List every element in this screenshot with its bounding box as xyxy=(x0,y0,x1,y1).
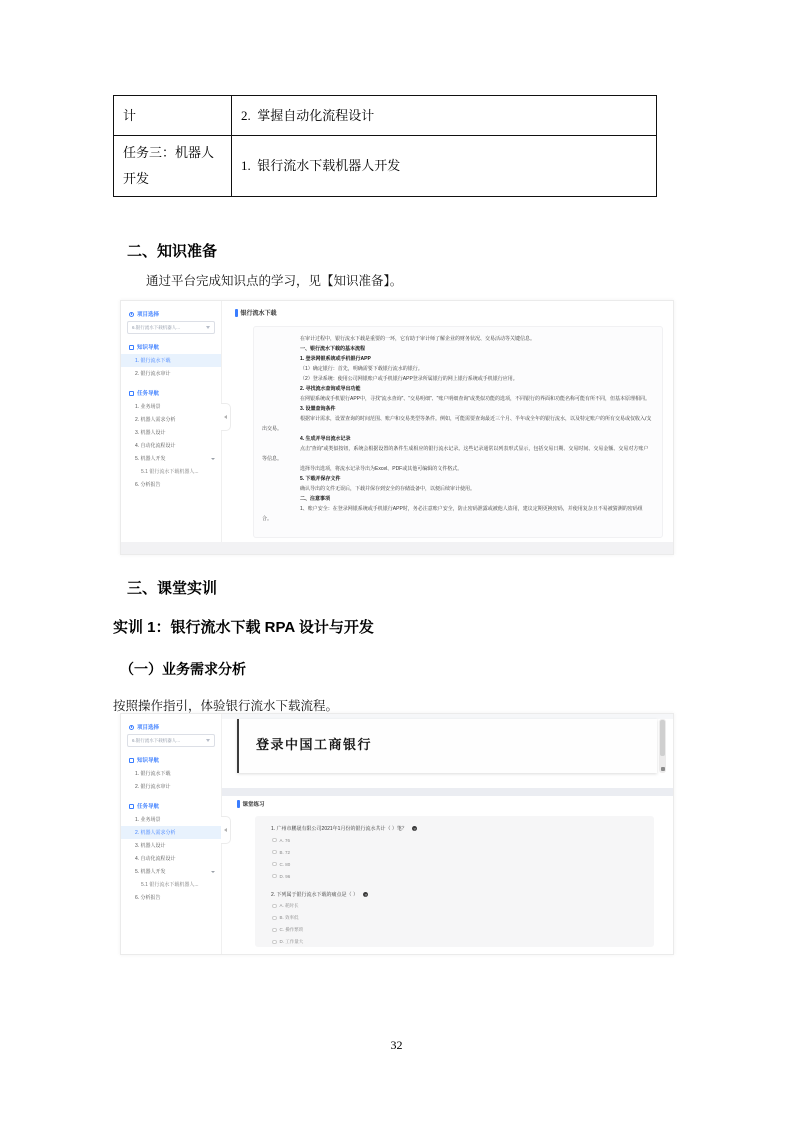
table-cell-task-label: 任务三：机器人开发 xyxy=(114,136,232,197)
quiz-option-label: C. 操作繁琐 xyxy=(279,927,304,932)
radio-icon xyxy=(272,850,277,855)
sidebar-item[interactable] xyxy=(121,452,221,465)
knowledge-paragraph: 确认导出的文件无误后，下载并保存到安全的存储设备中，以便后续审计使用。 xyxy=(300,486,476,492)
question-text-row xyxy=(271,825,654,832)
project-select-label: 项目选择 xyxy=(137,312,160,318)
knowledge-nav-list xyxy=(121,767,221,793)
quiz-option-label: A. 耗时长 xyxy=(279,903,299,908)
sidebar-item-label: 5. 机器人开发 xyxy=(135,869,166,875)
sidebar-item-label: 6. 分析报告 xyxy=(135,482,161,488)
list-icon xyxy=(129,804,134,809)
question-options xyxy=(255,900,654,947)
gear-icon xyxy=(129,725,134,730)
knowledge-text-panel xyxy=(253,326,663,538)
project-select-value: 6.银行流水下载机器人... xyxy=(132,737,181,743)
gear-icon xyxy=(129,312,134,317)
quiz-option-label: D. 96 xyxy=(279,873,291,879)
quiz-section-label: 课堂练习 xyxy=(242,802,265,808)
knowledge-paragraph: 一、银行流水下载的基本流程 xyxy=(300,346,366,352)
quiz-option-label: C. 80 xyxy=(279,861,291,867)
quiz-option[interactable] xyxy=(272,912,654,924)
sidebar-item-label: 2. 机器人需求分析 xyxy=(135,830,176,836)
card-left-edge xyxy=(237,719,239,773)
chevron-down-icon xyxy=(206,739,210,742)
radio-icon xyxy=(272,904,277,909)
section-heading-knowledge: 二、知识准备 xyxy=(127,243,218,260)
quiz-option[interactable] xyxy=(272,924,654,936)
sidebar-item-label: 1. 银行流水下载 xyxy=(135,358,171,364)
quiz-option[interactable] xyxy=(272,870,654,882)
help-icon[interactable] xyxy=(412,826,418,832)
sidebar-item-label: 3. 机器人设计 xyxy=(135,430,166,436)
sidebar-item-label: 5.1 银行流水下载机器人... xyxy=(141,469,199,475)
sidebar-item[interactable] xyxy=(121,478,221,491)
sidebar-item-label: 4. 自动化流程设计 xyxy=(135,443,176,449)
sidebar-item[interactable] xyxy=(121,413,221,426)
task-nav-header xyxy=(129,802,221,810)
knowledge-intro-paragraph: 通过平台完成知识点的学习，见【知识准备】。 xyxy=(146,274,403,288)
quiz-option[interactable] xyxy=(272,834,654,846)
sidebar-item-label: 2. 机器人需求分析 xyxy=(135,417,176,423)
platform-sidebar xyxy=(121,301,222,554)
platform-screenshot-task xyxy=(120,713,674,955)
quiz-card xyxy=(255,816,654,947)
question-text-row xyxy=(271,891,654,898)
bank-login-title: 登录中国工商银行 xyxy=(256,737,373,752)
task-nav-list xyxy=(121,400,221,491)
sidebar-item-label: 5. 机器人开发 xyxy=(135,456,166,462)
sidebar-item-label: 3. 机器人设计 xyxy=(135,843,166,849)
caret-down-icon xyxy=(211,871,215,873)
sidebar-item[interactable] xyxy=(121,439,221,452)
heading-practice-1: 实训 1：银行流水下载 RPA 设计与开发 xyxy=(113,619,374,636)
table-cell-task-label: 计 xyxy=(114,96,232,136)
project-select-header xyxy=(129,310,221,318)
table-cell-task-content: 1. 银行流水下载机器人开发 xyxy=(232,136,657,197)
quiz-option-label: B. 效率低 xyxy=(279,915,299,920)
chevron-left-icon xyxy=(224,828,227,832)
book-icon xyxy=(129,758,134,763)
table-cell-task-content: 2. 掌握自动化流程设计 xyxy=(232,96,657,136)
content-title: 银行流水下载 xyxy=(240,311,277,317)
knowledge-nav-header xyxy=(129,756,221,764)
sidebar-item-label: 4. 自动化流程设计 xyxy=(135,856,176,862)
section-heading-training: 三、课堂实训 xyxy=(127,580,218,597)
heading-business-analysis: （一）业务需求分析 xyxy=(120,661,246,677)
sidebar-item-label: 1. 业务场景 xyxy=(135,817,161,823)
quiz-option[interactable] xyxy=(272,846,654,858)
question-text: 2. 下列属于银行流水下载的痛点是（ ） xyxy=(271,892,358,898)
business-intro-paragraph: 按照操作指引，体验银行流水下载流程。 xyxy=(113,699,339,713)
knowledge-paragraph: 2. 寻找流水查询或导出功能 xyxy=(300,386,361,392)
sidebar-item[interactable] xyxy=(121,767,221,780)
knowledge-paragraph: 5. 下载并保存文件 xyxy=(300,476,341,482)
platform-sidebar xyxy=(121,714,222,954)
knowledge-paragraph: 1、账户安全：在登录网银系统或手机银行APP时，务必注意账户安全，防止密码泄露或被他人盗用，建议定期更换密码，并使用复杂且不易被猜测的密码组合。 xyxy=(262,506,643,522)
sidebar-item[interactable] xyxy=(121,839,221,852)
quiz-question-1 xyxy=(255,825,654,882)
project-select-value: 6.银行流水下载机器人... xyxy=(132,324,181,330)
help-icon[interactable] xyxy=(363,892,369,898)
knowledge-nav-label: 知识导航 xyxy=(137,345,160,351)
knowledge-paragraph: 4. 生成并导出流水记录 xyxy=(300,436,351,442)
project-select-dropdown[interactable] xyxy=(127,321,215,334)
knowledge-paragraph: 点击“查询”或类似按钮，系统会根据设置的条件生成相应的银行流水记录。这些记录通常以列表形式显示，包括交易日期、交易时间、交易金额、交易对方账户等信息。 xyxy=(262,446,649,462)
sidebar-item-label: 2. 银行流水审计 xyxy=(135,784,171,790)
knowledge-paragraph: 1. 登录网银系统或手机银行APP xyxy=(300,356,371,362)
knowledge-nav-label: 知识导航 xyxy=(137,758,160,764)
chevron-left-icon xyxy=(224,415,227,419)
knowledge-paragraph: 根据审计需求，设置查询的时间范围、账户和交易类型等条件。例如，可能需要查询最近三个月、半年或全年的银行流水，以及特定账户的所有交易或仅收入/支出交易。 xyxy=(262,416,652,432)
knowledge-nav-list xyxy=(121,354,221,380)
sidebar-collapse-handle[interactable] xyxy=(221,403,231,431)
sidebar-item[interactable] xyxy=(121,813,221,826)
radio-icon xyxy=(272,916,277,921)
objectives-table xyxy=(113,95,657,197)
radio-icon xyxy=(272,940,277,945)
knowledge-nav-header xyxy=(129,343,221,351)
quiz-option-label: A. 76 xyxy=(279,837,291,843)
scrollbar-thumb[interactable] xyxy=(660,720,665,756)
divider-band xyxy=(221,788,673,796)
task-nav-list xyxy=(121,813,221,904)
task-nav-label: 任务导航 xyxy=(137,391,160,397)
sidebar-item-label: 5.1 银行流水下载机器人... xyxy=(141,882,199,888)
sidebar-item[interactable] xyxy=(121,367,221,380)
sidebar-item[interactable] xyxy=(121,400,221,413)
sidebar-item-label: 1. 银行流水下载 xyxy=(135,771,171,777)
sidebar-item[interactable] xyxy=(121,354,221,367)
caret-down-icon xyxy=(211,458,215,460)
project-select-label: 项目选择 xyxy=(137,725,160,731)
radio-icon xyxy=(272,862,277,867)
knowledge-paragraph: 二、注意事项 xyxy=(300,496,331,502)
quiz-option-label: B. 72 xyxy=(279,849,291,855)
sidebar-item[interactable] xyxy=(121,826,221,839)
content-title-row xyxy=(235,308,277,317)
sidebar-item[interactable] xyxy=(121,852,221,865)
bank-login-card xyxy=(237,719,657,773)
knowledge-paragraph: 3. 设置查询条件 xyxy=(300,406,336,412)
task-nav-header xyxy=(129,389,221,397)
knowledge-paragraph: （2）登录系统：使用公司网银账户或手机银行APP登录所属银行的网上银行系统或手机银行应用。 xyxy=(300,376,518,382)
quiz-section-header xyxy=(237,800,265,808)
radio-icon xyxy=(272,928,277,933)
knowledge-paragraph: 在网银系统或手机银行APP中，寻找“流水查询”、“交易明细”、“账户明细查询”或类似功能的选项，不同银行的界面和功能名称可能有所不同，但基本原理相同。 xyxy=(300,396,651,402)
sidebar-item[interactable] xyxy=(121,780,221,793)
question-text: 1. 广州市鹏晟有限公司2021年1月份的银行流水共计（ ）笔？ xyxy=(271,826,407,832)
sidebar-item[interactable] xyxy=(121,878,221,891)
question-options xyxy=(255,834,654,882)
quiz-option[interactable] xyxy=(272,900,654,912)
sidebar-item[interactable] xyxy=(121,465,221,478)
quiz-question-2 xyxy=(255,891,654,947)
list-icon xyxy=(129,391,134,396)
platform-screenshot-knowledge xyxy=(120,300,674,555)
sidebar-collapse-handle[interactable] xyxy=(221,816,231,844)
project-select-header xyxy=(129,723,221,731)
sidebar-item[interactable] xyxy=(121,891,221,904)
quiz-option[interactable] xyxy=(272,936,654,947)
chevron-down-icon xyxy=(206,326,210,329)
knowledge-paragraph: 选择导出选项，将流水记录导出为Excel、PDF或其他可编辑的文件格式。 xyxy=(300,466,463,472)
sidebar-item[interactable] xyxy=(121,865,221,878)
scrollbar-button-icon[interactable] xyxy=(661,767,665,771)
radio-icon xyxy=(272,838,277,843)
quiz-option[interactable] xyxy=(272,858,654,870)
page-number: 32 xyxy=(390,1038,403,1052)
quiz-option-label: D. 工作量大 xyxy=(279,939,304,944)
sidebar-item[interactable] xyxy=(121,426,221,439)
sidebar-item-label: 2. 银行流水审计 xyxy=(135,371,171,377)
task-nav-label: 任务导航 xyxy=(137,804,160,810)
radio-icon xyxy=(272,874,277,879)
footer-strip xyxy=(121,542,673,554)
knowledge-paragraph: （1）确定银行：首先，明确需要下载银行流水的银行。 xyxy=(300,366,423,372)
title-accent-bar xyxy=(237,800,240,808)
project-select-dropdown[interactable] xyxy=(127,734,215,747)
knowledge-paragraph: 在审计过程中，银行流水下载是重要的一环，它有助于审计师了解企业的财务状况、交易活动等关键信息。 xyxy=(300,336,536,342)
sidebar-item-label: 6. 分析报告 xyxy=(135,895,161,901)
book-icon xyxy=(129,345,134,350)
scrollbar[interactable] xyxy=(659,719,666,773)
title-accent-bar xyxy=(235,309,238,317)
sidebar-item-label: 1. 业务场景 xyxy=(135,404,161,410)
